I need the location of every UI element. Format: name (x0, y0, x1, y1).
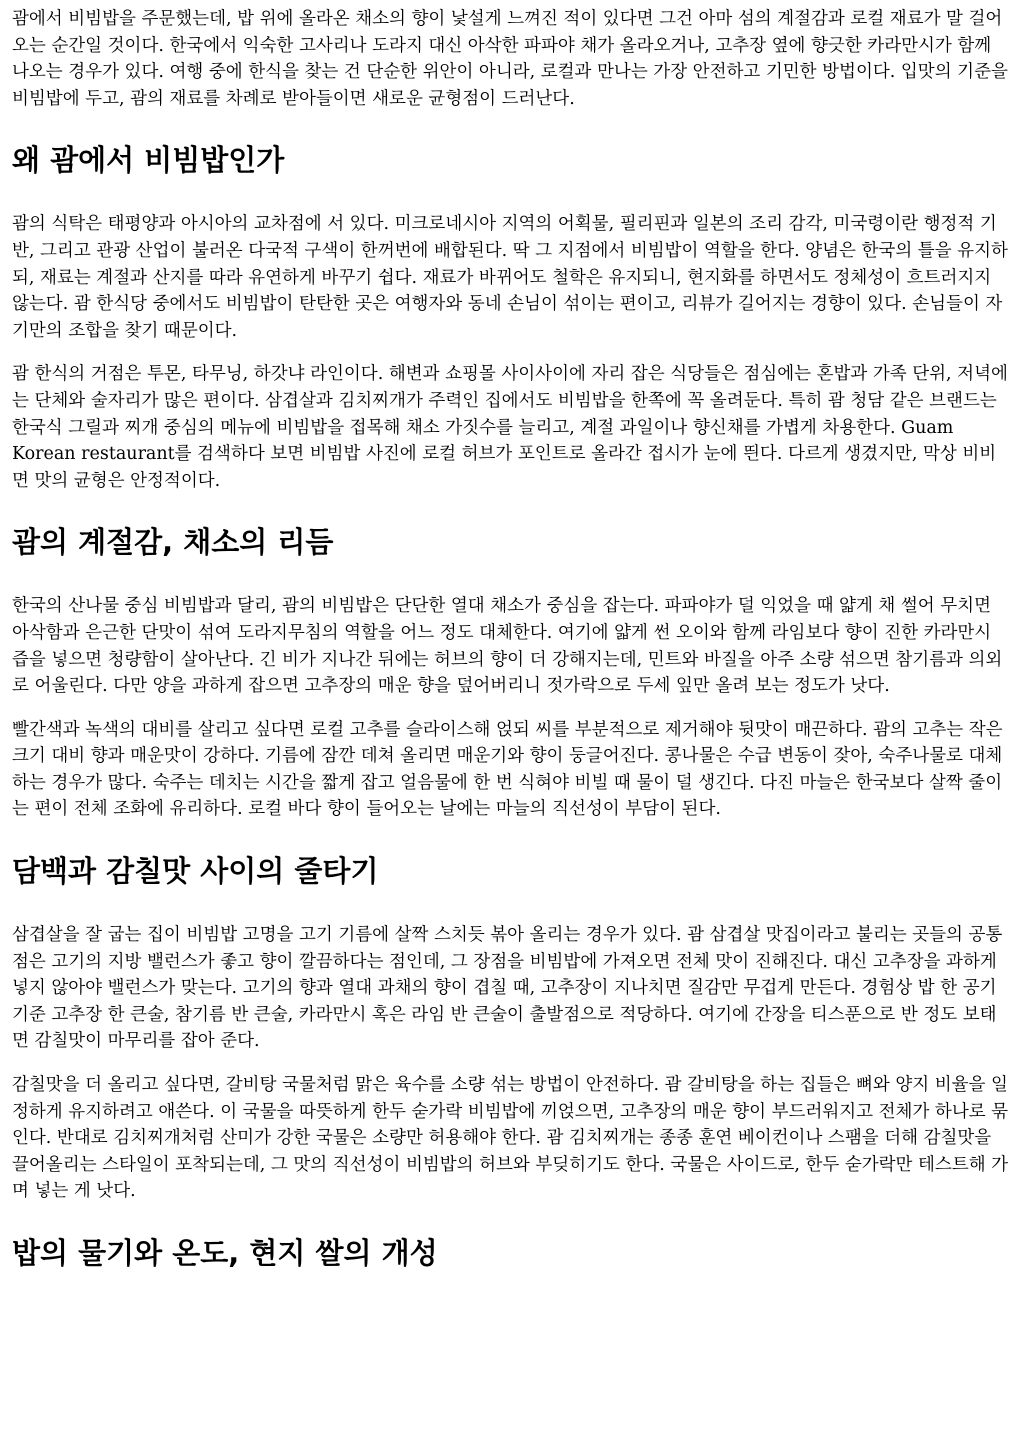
body-paragraph: 빨간색과 녹색의 대비를 살리고 싶다면 로컬 고추를 슬라이스해 얹되 씨를 부분적으로 제거해야 뒷맛이 매끈하다. 괌의 고추는 작은 크기 대비 향과 매운맛이 강하다. 기름에 잠깐 데쳐 올리면 매운기와 향이 둥글어진다. 콩나물은 수급 변동이 잦아, 숙주나물로 대체하는 경우가 많다. 숙주는 데치는 시간을 짧게 잡고 얼음물에 한 번 식혀야 비빌 때 물이 덜 생긴다. 다진 마늘은 한국보다 살짝 줄이는 편이 전체 조화에 유리하다. 로컬 바다 향이 들어오는 날에는 마늘의 직선성이 부담이 된다. (12, 719, 1003, 820)
body-paragraph: 삼겹살을 잘 굽는 집이 비빔밥 고명을 고기 기름에 살짝 스치듯 볶아 올리는 경우가 있다. 괌 삼겹살 맛집이라고 불리는 곳들의 공통점은 고기의 지방 밸런스가 좋고 향이 깔끔하다는 점인데, 그 장점을 비빔밥에 가져오면 전체 맛이 진해진다. 대신 고추장을 과하게 넣지 않아야 밸런스가 맞는다. 고기의 향과 열대 과채의 향이 겹칠 때, 고추장이 지나치면 질감만 무겁게 만든다. 경험상 밥 한 공기 기준 고추장 한 큰술, 참기름 반 큰술, 카라만시 혹은 라임 반 큰술이 출발점으로 적당하다. 여기에 간장을 티스푼으로 반 정도 보태면 감칠맛이 마무리를 잡아 준다. (12, 925, 1003, 1052)
section-heading: 밥의 물기와 온도, 현지 쌀의 개성 (12, 1236, 438, 1270)
body-paragraph: 감칠맛을 더 올리고 싶다면, 갈비탕 국물처럼 맑은 육수를 소량 섞는 방법이 안전하다. 괌 갈비탕을 하는 집들은 뼈와 양지 비율을 일정하게 유지하려고 애쓴다. 이 국물을 따뜻하게 한두 숟가락 비빔밥에 끼얹으면, 고추장의 매운 향이 부드러워지고 전체가 하나로 묶인다. 반대로 김치찌개처럼 산미가 강한 국물은 소량만 허용해야 한다. 괌 김치찌개는 종종 훈연 베이컨이나 스팸을 더해 감칠맛을 끌어올리는 스타일이 포착되는데, 그 맛의 직선성이 비빔밥의 허브와 부딪히기도 한다. 국물은 사이드로, 한두 숟가락만 테스트해 가며 넣는 게 낫다. (12, 1075, 1009, 1202)
section-heading: 괌의 계절감, 채소의 리듬 (12, 525, 334, 560)
body-paragraph: 한국의 산나물 중심 비빔밥과 달리, 괌의 비빔밥은 단단한 열대 채소가 중심을 잡는다. 파파야가 덜 익었을 때 얇게 채 썰어 무치면 아삭함과 은근한 단맛이 섞여 도라지무침의 역할을 어느 정도 대체한다. 여기에 얇게 썬 오이와 함께 라임보다 향이 진한 카라만시 즙을 넣으면 청량함이 살아난다. 긴 비가 지나간 뒤에는 허브의 향이 더 강해지는데, 민트와 바질을 아주 소량 섞으면 참기름과 의외로 어울린다. 다만 양을 과하게 잡으면 고추장의 매운 향을 덮어버리니 젓가락으로 두세 잎만 올려 보는 정도가 낫다. (12, 596, 1003, 697)
body-paragraph: 괌의 식탁은 태평양과 아시아의 교차점에 서 있다. 미크로네시아 지역의 어획물, 필리핀과 일본의 조리 감각, 미국령이란 행정적 기반, 그리고 관광 산업이 불러온 다국적 구색이 한꺼번에 배합된다. 딱 그 지점에서 비빔밥이 역할을 한다. 양념은 한국의 틀을 유지하되, 재료는 계절과 산지를 따라 유연하게 바꾸기 쉽다. 재료가 바뀌어도 철학은 유지되니, 현지화를 하면서도 정체성이 흐트러지지 않는다. 괌 한식당 중에서도 비빔밥이 탄탄한 곳은 여행자와 동네 손님이 섞이는 편이고, 리뷰가 길어지는 경향이 있다. 손님들이 자기만의 조합을 찾기 때문이다. (12, 214, 1008, 341)
intro-paragraph: 괌에서 비빔밥을 주문했는데, 밥 위에 올라온 채소의 향이 낯설게 느껴진 적이 있다면 그건 아마 섬의 계절감과 로컬 재료가 말 걸어오는 순간일 것이다. 한국에서 익숙한 고사리나 도라지 대신 아삭한 파파야 채가 올라오거나, 고추장 옆에 향긋한 카라만시가 함께 나오는 경우가 있다. 여행 중에 한식을 찾는 건 단순한 위안이 아니라, 로컬과 만나는 가장 안전하고 기민한 방법이다. 입맛의 기준을 비빔밥에 두고, 괌의 재료를 차례로 받아들이면 새로운 균형점이 드러난다. (12, 9, 1008, 109)
article (12, 6, 1012, 1271)
section-heading: 왜 괌에서 비빔밥인가 (12, 143, 285, 178)
body-paragraph: 괌 한식의 거점은 투몬, 타무닝, 하갓냐 라인이다. 해변과 쇼핑몰 사이사이에 자리 잡은 식당들은 점심에는 혼밥과 가족 단위, 저녁에는 단체와 술자리가 많은 편이다. 삼겹살과 김치찌개가 주력인 집에서도 비빔밥을 한쪽에 꼭 올려둔다. 특히 괌 청담 같은 브랜드는 한국식 그릴과 찌개 중심의 메뉴에 비빔밥을 접목해 채소 가짓수를 늘리고, 계절 과일이나 향신채를 가볍게 차용한다. Guam Korean restaurant를 검색하다 보면 비빔밥 사진에 로컬 허브가 포인트로 올라간 접시가 눈에 띈다. 다르게 생겼지만, 막상 비비면 맛의 균형은 안정적이다. (12, 364, 1008, 491)
section-heading: 담백과 감칠맛 사이의 줄타기 (12, 854, 379, 889)
